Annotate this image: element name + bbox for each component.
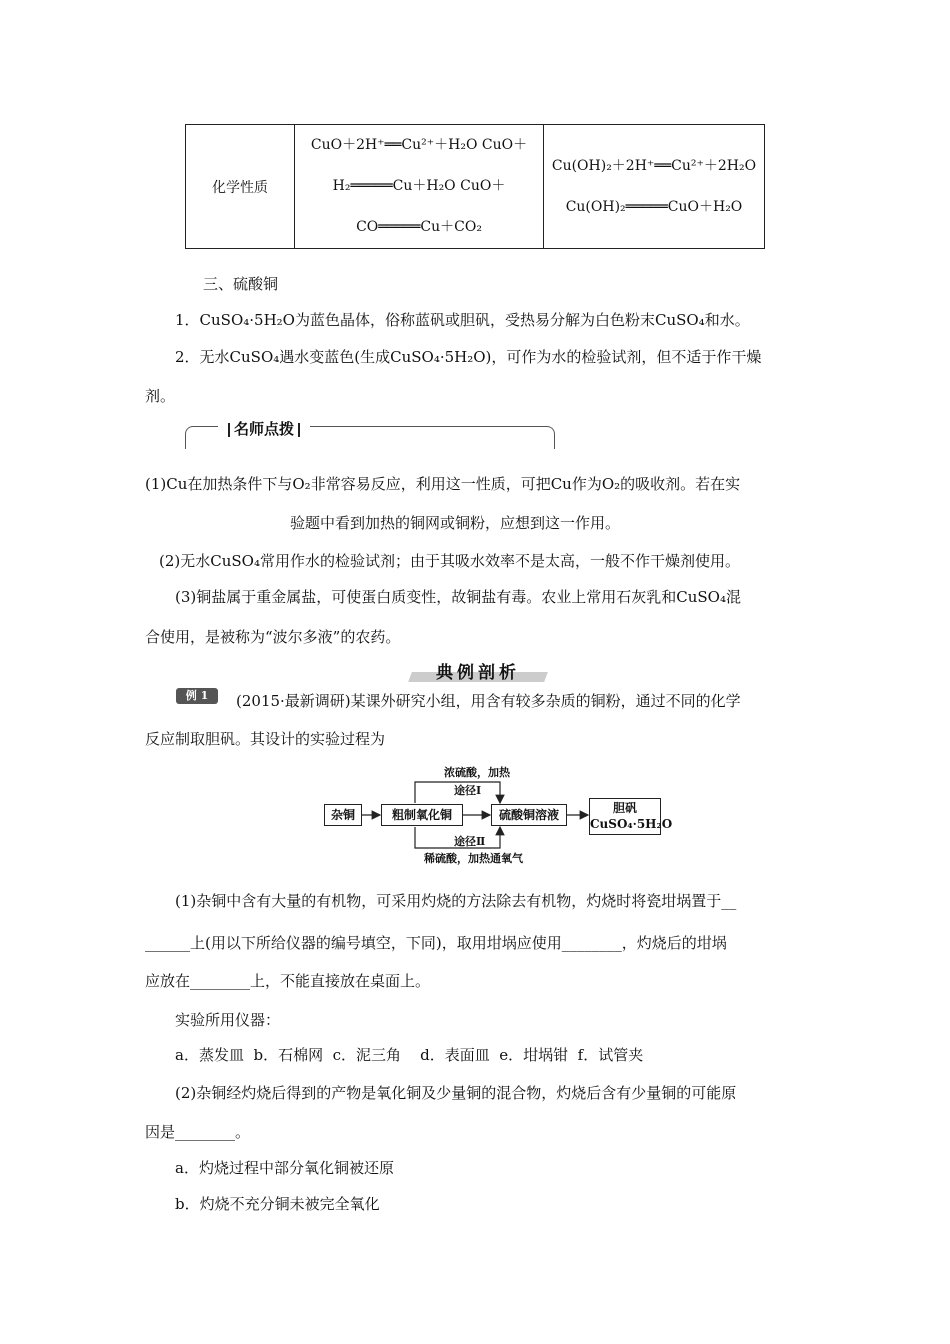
row-label: 化学性质 <box>186 125 295 249</box>
tips-title-bar-left <box>228 423 230 437</box>
box-blue-vitriol-formula: CuSO₄·5H₂O <box>590 817 673 831</box>
section3-paragraph-2a: 2．无水CuSO₄遇水变蓝色(生成CuSO₄·5H₂O)，可作为水的检验试剂，但不适于作干燥 <box>175 348 762 366</box>
tip-3a: (3)铜盐属于重金属盐，可使蛋白质变性，故铜盐有毒。农业上常用石灰乳和CuSO₄混 <box>175 588 741 606</box>
cuo-line-3: CO═════Cu＋CO₂ <box>356 219 482 235</box>
route1-label: 途径Ⅰ <box>454 784 482 797</box>
question-2a: (2)杂铜经灼烧后得到的产物是氧化铜及少量铜的混合物，灼烧后含有少量铜的可能原 <box>175 1084 737 1102</box>
tip-1a: (1)Cu在加热条件下与O₂非常容易反应，利用这一性质，可把Cu作为O₂的吸收剂。若在实 <box>145 475 741 493</box>
section-title-examples: 典例剖析 <box>418 658 538 684</box>
example-intro-a: (2015·最新调研)某课外研究小组，用含有较多杂质的铜粉，通过不同的化学 <box>236 692 741 710</box>
question-1b: ______上(用以下所给仪器的编号填空，下同)，取用坩埚应使用________，灼烧后的坩埚 <box>145 934 727 952</box>
option-b: b．灼烧不充分铜未被完全氧化 <box>175 1195 380 1213</box>
section3-heading: 三、硫酸铜 <box>203 275 279 293</box>
cuo-line-1: CuO＋2H⁺══Cu²⁺＋H₂O CuO＋ <box>310 137 528 153</box>
box-cuso4-solution: 硫酸铜溶液 <box>491 804 567 826</box>
question-1c: 应放在________上，不能直接放在桌面上。 <box>145 972 431 990</box>
instruments-label: 实验所用仪器： <box>175 1011 281 1029</box>
section3-paragraph-2b: 剂。 <box>145 387 176 405</box>
question-1a: (1)杂铜中含有大量的有机物，可采用灼烧的方法除去有机物，灼烧时将瓷坩埚置于__ <box>175 892 737 910</box>
tips-title-bar-right <box>298 423 300 437</box>
cuoh2-line-2: Cu(OH)₂═════CuO＋H₂O <box>565 198 743 215</box>
route2-reagent: 稀硫酸，加热通氧气 <box>424 852 523 865</box>
box-blue-vitriol-name: 胆矾 <box>612 801 637 815</box>
properties-table <box>185 124 765 249</box>
box-crude-cuo: 粗制氧化铜 <box>381 804 463 826</box>
box-blue-vitriol <box>589 798 673 835</box>
cuoh2-line-1: Cu(OH)₂＋2H⁺══Cu²⁺＋2H₂O <box>551 157 757 174</box>
example-intro-b: 反应制取胆矾。其设计的实验过程为 <box>145 730 386 748</box>
option-a: a．灼烧过程中部分氧化铜被还原 <box>175 1159 394 1177</box>
box-impure-copper: 杂铜 <box>324 804 362 826</box>
instruments-list: a．蒸发皿 b．石棉网 c．泥三角 d．表面皿 e．坩埚钳 f．试管夹 <box>175 1046 644 1064</box>
cuo-line-2: H₂═════Cu＋H₂O CuO＋ <box>332 178 506 194</box>
cuo-properties-cell <box>295 125 544 249</box>
cuoh2-properties-cell <box>544 125 765 249</box>
question-2b: 因是________。 <box>145 1123 251 1141</box>
tips-title <box>218 418 310 439</box>
tip-2: (2)无水CuSO₄常用作水的检验试剂；由于其吸水效率不是太高，一般不作干燥剂使用。 <box>159 552 740 570</box>
section3-paragraph-1: 1．CuSO₄·5H₂O为蓝色晶体，俗称蓝矾或胆矾，受热易分解为白色粉末CuSO₄和水。 <box>175 311 750 329</box>
route2-label: 途径Ⅱ <box>454 835 486 848</box>
route1-reagent: 浓硫酸，加热 <box>444 766 510 779</box>
tip-3b: 合使用，是被称为“波尔多液”的农药。 <box>145 628 401 646</box>
example-badge: 例 1 <box>176 688 218 704</box>
tip-1b: 验题中看到加热的铜网或铜粉，应想到这一作用。 <box>290 514 621 532</box>
tips-title-text: 名师点拨 <box>234 420 295 438</box>
